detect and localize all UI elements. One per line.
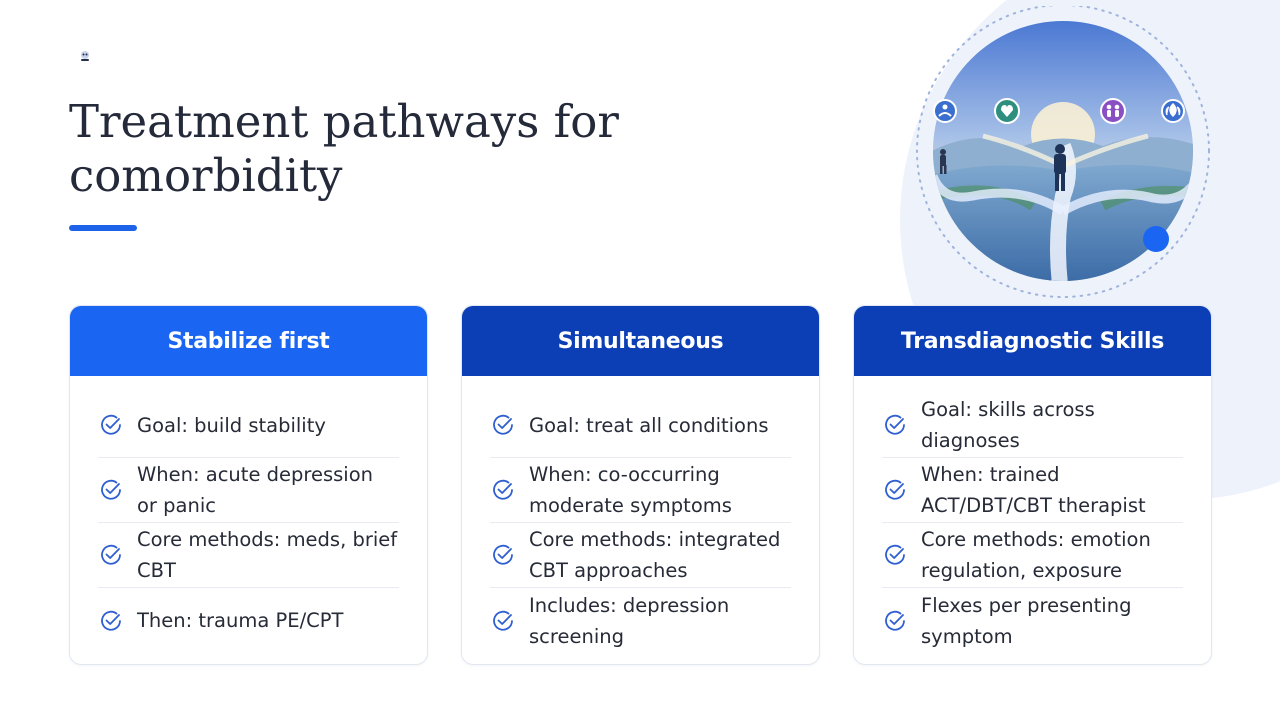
item-text: Core methods: integrated CBT approaches: [529, 528, 781, 582]
logo-icon: [78, 49, 92, 63]
check-circle-icon: [882, 542, 908, 568]
check-circle-icon: [98, 542, 124, 568]
card-header: [462, 306, 819, 376]
card-title: Simultaneous: [557, 328, 724, 354]
item-text: Includes: depression screening: [529, 593, 730, 648]
list-item: [98, 393, 399, 458]
list-item: [882, 523, 1183, 588]
check-circle-icon: [882, 412, 908, 438]
card-transdiagnostic-skills: [853, 305, 1212, 665]
item-text: When: co-occurring moderate symptoms: [529, 463, 732, 517]
check-circle-icon: [882, 477, 908, 503]
meditation-icon: [934, 100, 956, 122]
list-item: [98, 588, 399, 653]
card-stabilize-first: [69, 305, 428, 665]
check-circle-icon: [490, 412, 516, 438]
accent-dot: [1143, 226, 1169, 252]
item-text: Core methods: emotion regulation, exposure: [921, 528, 1151, 582]
item-text: Flexes per presenting symptom: [921, 593, 1132, 648]
check-circle-icon: [490, 608, 516, 634]
item-text: Goal: build stability: [137, 413, 326, 437]
check-circle-icon: [98, 608, 124, 634]
list-item: [98, 458, 399, 523]
check-circle-icon: [490, 542, 516, 568]
page-title: Treatment pathways for comorbidity: [69, 95, 619, 202]
lotus-icon: [1162, 100, 1184, 122]
card-header: [70, 306, 427, 376]
check-circle-icon: [98, 477, 124, 503]
item-text: Goal: skills across diagnoses: [921, 398, 1095, 452]
hero-illustration: [913, 6, 1213, 306]
list-item: [882, 458, 1183, 523]
item-text: When: trained ACT/DBT/CBT therapist: [921, 463, 1146, 517]
list-item: [490, 458, 791, 523]
check-circle-icon: [882, 608, 908, 634]
card-simultaneous: [461, 305, 820, 665]
card-title: Transdiagnostic Skills: [900, 328, 1165, 354]
list-item: [490, 393, 791, 458]
list-item: [98, 523, 399, 588]
list-item: [882, 393, 1183, 458]
check-circle-icon: [490, 477, 516, 503]
item-text: Goal: treat all conditions: [529, 413, 769, 437]
card-header: [854, 306, 1211, 376]
list-item: [490, 523, 791, 588]
list-item: [490, 588, 791, 653]
people-icon: [1101, 99, 1125, 123]
card-body: [854, 376, 1211, 653]
item-text: Then: trauma PE/CPT: [137, 609, 344, 632]
card-body: [70, 376, 427, 653]
card-body: [462, 376, 819, 653]
heart-leaf-icon: [995, 99, 1019, 123]
list-item: [882, 588, 1183, 653]
item-text: When: acute depression or panic: [137, 463, 373, 517]
card-title: Stabilize first: [167, 328, 330, 354]
check-circle-icon: [98, 412, 124, 438]
title-underline: [69, 225, 137, 231]
item-text: Core methods: meds, brief CBT: [137, 528, 398, 582]
